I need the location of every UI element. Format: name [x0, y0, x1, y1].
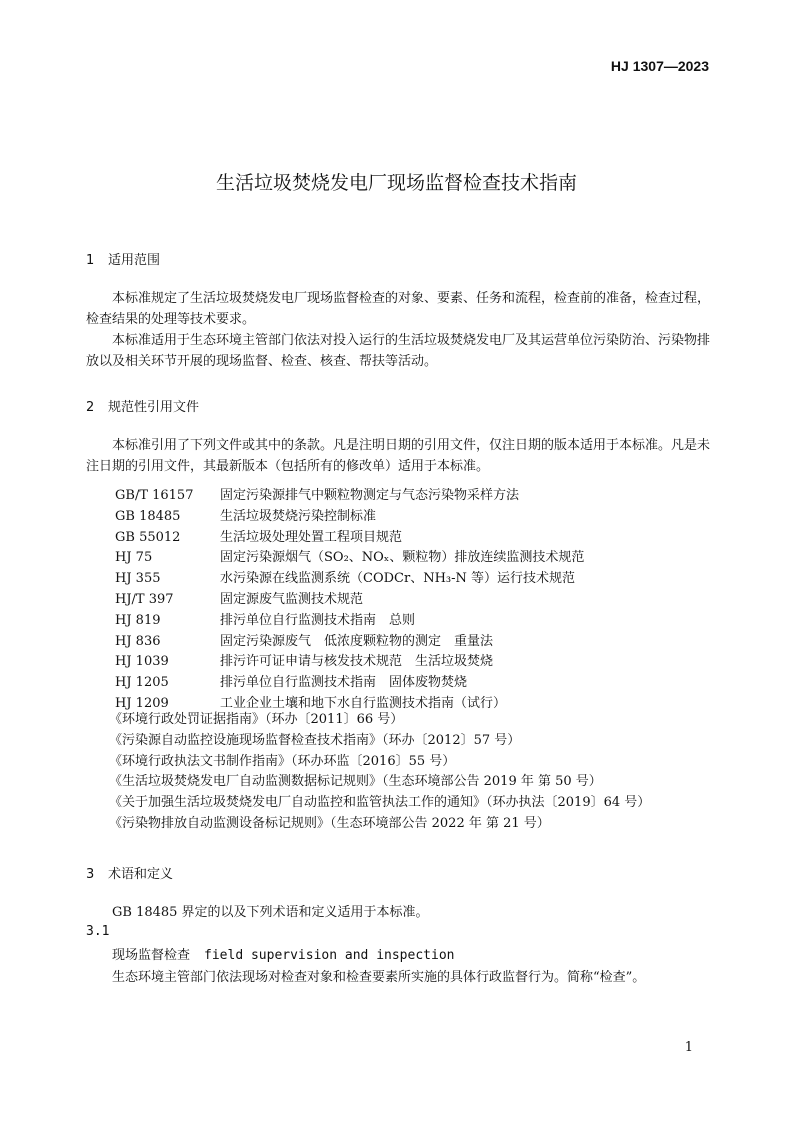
- term-chinese: 现场监督检查: [112, 948, 191, 963]
- referenced-document: 《环境行政处罚证据指南》（环办〔2011〕66 号）: [109, 712, 404, 727]
- section-1-number: 1: [86, 253, 95, 268]
- reference-title: 排污许可证申请与核发技术规范 生活垃圾焚烧: [220, 654, 494, 670]
- section-1-paragraph-2: 本标准适用于生态环境主管部门依法对投入运行的生活垃圾焚烧发电厂及其运营单位污染防治、污染物排放以及相关环节开展的现场监督、检查、核查、帮扶等活动。: [86, 333, 711, 369]
- reference-title: 水污染源在线监测系统（CODCr、NH₃-N 等）运行技术规范: [220, 571, 576, 587]
- reference-title: 排污单位自行监测技术指南 固体废物焚烧: [220, 675, 468, 691]
- reference-item: [115, 632, 584, 653]
- reference-code: HJ 1209: [115, 695, 169, 711]
- reference-item: [115, 611, 584, 632]
- standard-number: HJ 1307—2023: [610, 58, 709, 74]
- reference-code: HJ 1205: [115, 675, 169, 691]
- section-1-heading: [86, 249, 160, 268]
- reference-item: [115, 528, 584, 549]
- reference-code: HJ 1039: [115, 654, 169, 670]
- reference-item: [115, 652, 584, 673]
- section-2-title: 规范性引用文件: [108, 400, 200, 415]
- referenced-documents-list: [109, 710, 650, 835]
- reference-item: [115, 486, 584, 507]
- reference-title: 固定污染源废气 低浓度颗粒物的测定 重量法: [220, 633, 494, 649]
- reference-title: 生活垃圾焚烧污染控制标准: [220, 508, 377, 524]
- section-2-number: 2: [86, 400, 95, 415]
- referenced-document: 《关于加强生活垃圾焚烧发电厂自动监控和监管执法工作的通知》（环办执法〔2019〕64 号）: [109, 795, 651, 811]
- reference-item: [115, 673, 584, 694]
- reference-title: 工业企业土壤和地下水自行监测技术指南（试行）: [220, 695, 507, 711]
- section-2-paragraph-1: 本标准引用了下列文件或其中的条款。凡是注明日期的引用文件，仅注日期的版本适用于本标准。凡是未注日期的引用文件，其最新版本（包括所有的修改单）适用于本标准。: [86, 438, 711, 474]
- referenced-document: 《生活垃圾焚烧发电厂自动监测数据标记规则》（生态环境部公告 2019 年 第 50 号）: [109, 774, 602, 790]
- reference-code: HJ 75: [115, 550, 153, 566]
- section-1-paragraph-1: 本标准规定了生活垃圾焚烧发电厂现场监督检查的对象、要素、任务和流程，检查前的准备，检查过程，检查结果的处理等技术要求。: [86, 291, 711, 327]
- referenced-document: 《环境行政执法文书制作指南》（环办环监〔2016〕55 号）: [109, 753, 456, 769]
- reference-code: GB 55012: [115, 529, 181, 545]
- section-3-heading: [86, 863, 173, 882]
- section-2-heading: [86, 396, 199, 415]
- reference-code: HJ 355: [115, 571, 161, 587]
- reference-code: HJ/T 397: [115, 591, 174, 607]
- clause-number: 3.1: [86, 924, 110, 939]
- reference-title: 固定污染源烟气（SO₂、NOₓ、颗粒物）排放连续监测技术规范: [220, 550, 585, 566]
- document-title: 生活垃圾焚烧发电厂现场监督检查技术指南: [215, 172, 577, 194]
- normative-reference-list: [115, 486, 584, 715]
- section-1-title: 适用范围: [108, 253, 161, 268]
- reference-title: 固定源废气监测技术规范: [220, 591, 364, 607]
- section-3-paragraph-1: GB 18485 界定的以及下列术语和定义适用于本标准。: [112, 905, 429, 920]
- term-english: field supervision and inspection: [204, 948, 455, 963]
- reference-item: [115, 569, 584, 590]
- reference-title: 生活垃圾处理处置工程项目规范: [220, 529, 403, 545]
- section-3-number: 3: [86, 867, 95, 882]
- reference-item: [115, 590, 584, 611]
- referenced-document: 《污染源自动监控设施现场监督检查技术指南》（环办〔2012〕57 号）: [109, 732, 521, 748]
- page-number: 1: [684, 1040, 693, 1055]
- reference-item: [115, 548, 584, 569]
- reference-code: HJ 836: [115, 633, 161, 649]
- reference-title: 排污单位自行监测技术指南 总则: [220, 612, 416, 628]
- reference-code: GB/T 16157: [115, 488, 194, 503]
- referenced-document: 《污染物排放自动监测设备标记规则》（生态环境部公告 2022 年 第 21 号）: [109, 815, 550, 831]
- reference-code: GB 18485: [115, 508, 181, 524]
- reference-title: 固定污染源排气中颗粒物测定与气态污染物采样方法: [220, 488, 520, 503]
- reference-code: HJ 819: [115, 612, 161, 628]
- reference-item: [115, 507, 584, 528]
- section-3-title: 术语和定义: [108, 867, 174, 882]
- term-definition: 生态环境主管部门依法现场对检查对象和检查要素所实施的具体行政监督行为。简称“检查”。: [112, 970, 646, 985]
- term-entry: [112, 944, 454, 963]
